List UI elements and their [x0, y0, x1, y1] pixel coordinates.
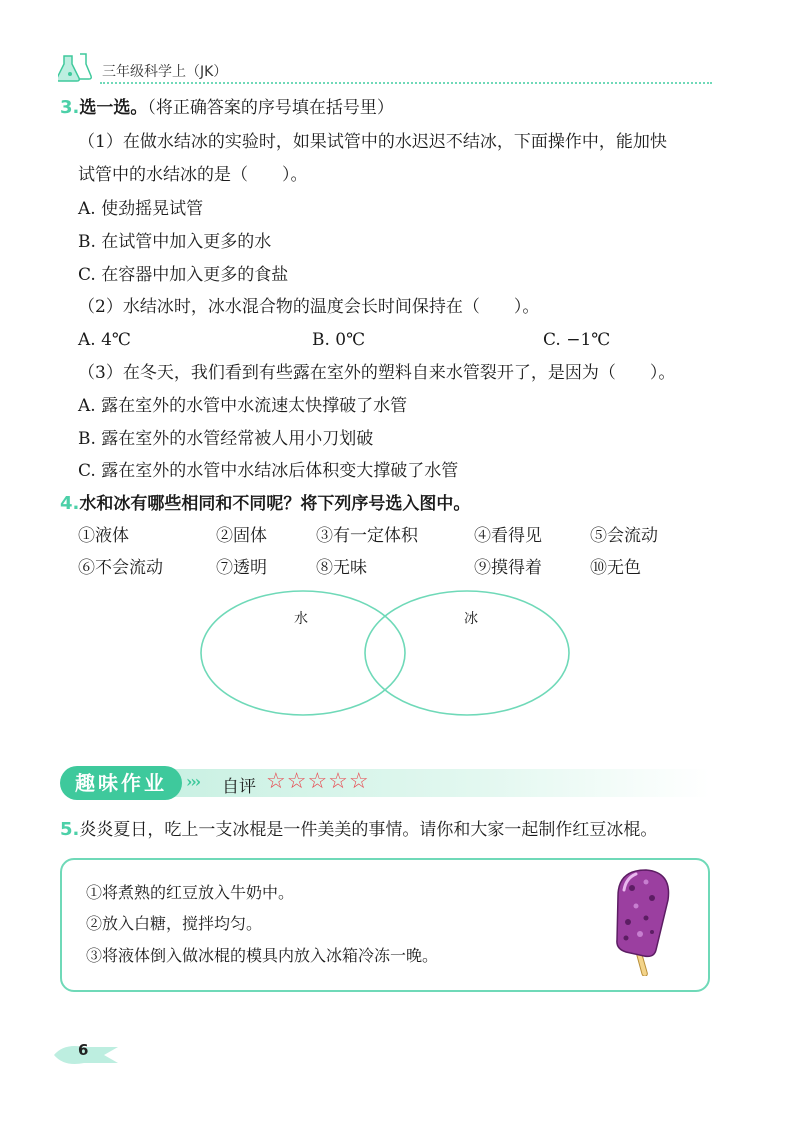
q4-item: ⑦透明	[216, 558, 267, 578]
self-eval-stars[interactable]: ☆☆☆☆☆	[266, 769, 370, 794]
q4-item: ③有一定体积	[316, 526, 418, 546]
q3-sub2-line1: （2）水结冰时，冰水混合物的温度会长时间保持在（ ）。	[78, 297, 540, 317]
fun-badge: 趣味作业	[60, 766, 182, 800]
q4-item: ⑥不会流动	[78, 558, 163, 578]
q4-item: ①液体	[78, 526, 129, 546]
venn-right-label: 冰	[464, 611, 478, 627]
recipe-step: ①将煮熟的红豆放入牛奶中。	[86, 883, 295, 902]
q5-heading	[60, 820, 657, 840]
recipe-step: ②放入白糖，搅拌均匀。	[86, 914, 263, 933]
q4-number: 4.	[60, 493, 80, 514]
q3-sub3-option-a: A. 露在室外的水管中水流速太快撑破了水管	[78, 396, 408, 416]
q5-number: 5.	[60, 819, 80, 840]
header-title: 三年级科学上（JK）	[102, 64, 228, 80]
header-divider	[100, 82, 712, 84]
q3-sub2-option-b: B. 0℃	[312, 330, 366, 350]
self-eval-label: 自评	[222, 777, 256, 797]
red-bean-popsicle-icon	[606, 866, 676, 980]
q4-heading	[60, 494, 470, 514]
q3-sub1-option-b: B. 在试管中加入更多的水	[78, 232, 272, 252]
q3-sub3-option-c: C. 露在室外的水管中水结冰后体积变大撑破了水管	[78, 461, 459, 481]
q3-sub3-line1: （3）在冬天，我们看到有些露在室外的塑料自来水管裂开了，是因为（ ）。	[78, 363, 676, 383]
q4-item: ②固体	[216, 526, 267, 546]
page-number: 6	[78, 1041, 89, 1059]
q4-item: ⑧无味	[316, 558, 367, 578]
q3-title: 选一选。	[79, 98, 148, 118]
venn-left-label: 水	[294, 611, 308, 627]
q4-item: ④看得见	[474, 526, 542, 546]
recipe-step: ③将液体倒入做冰棍的模具内放入冰箱冷冻一晚。	[86, 946, 439, 965]
q3-sub1-line1: （1）在做水结冰的实验时，如果试管中的水迟迟不结冰，下面操作中，能加快	[78, 132, 667, 152]
q3-instruction: （将正确答案的序号填在括号里）	[147, 98, 394, 118]
q3-sub2-option-c: C. −1℃	[543, 330, 611, 350]
q3-heading	[60, 98, 394, 118]
q3-sub1-option-a: A. 使劲摇晃试管	[78, 199, 204, 219]
fun-arrows-icon: ›››	[186, 772, 200, 791]
q4-title: 水和冰有哪些相同和不同呢？将下列序号选入图中。	[79, 494, 471, 514]
q5-text: 炎炎夏日，吃上一支冰棍是一件美美的事情。请你和大家一起制作红豆冰棍。	[79, 820, 658, 840]
q3-sub2-option-a: A. 4℃	[78, 330, 131, 350]
q4-item: ⑤会流动	[590, 526, 658, 546]
q3-sub3-option-b: B. 露在室外的水管经常被人用小刀划破	[78, 429, 374, 449]
q3-sub1-line2: 试管中的水结冰的是（ ）。	[78, 165, 308, 185]
header-logo	[58, 52, 98, 88]
q3-sub1-option-c: C. 在容器中加入更多的食盐	[78, 265, 289, 285]
q4-item: ⑨摸得着	[474, 558, 542, 578]
q3-number: 3.	[60, 97, 80, 118]
venn-diagram	[198, 588, 574, 722]
q4-item: ⑩无色	[590, 558, 641, 578]
